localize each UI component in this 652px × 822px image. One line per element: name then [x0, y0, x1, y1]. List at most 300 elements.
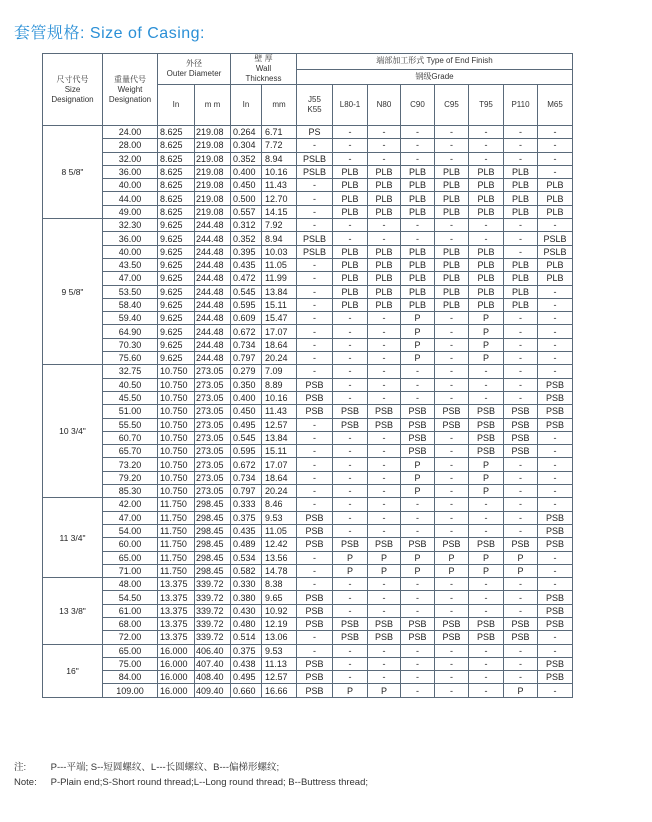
end-finish-cell: -: [504, 352, 538, 365]
od-mm-cell: 339.72: [195, 578, 231, 591]
end-finish-cell: -: [435, 471, 469, 484]
end-finish-cell: -: [368, 498, 401, 511]
end-finish-cell: PSB: [504, 431, 538, 444]
table-row: [43, 272, 573, 285]
end-finish-cell: -: [297, 205, 333, 218]
end-finish-cell: PSB: [504, 538, 538, 551]
end-finish-cell: -: [435, 524, 469, 537]
end-finish-cell: -: [297, 312, 333, 325]
end-finish-cell: -: [368, 591, 401, 604]
weight-cell: 48.00: [103, 578, 158, 591]
end-finish-cell: PSB: [401, 405, 435, 418]
end-finish-cell: PSB: [469, 445, 504, 458]
end-finish-cell: -: [401, 524, 435, 537]
weight-cell: 68.00: [103, 617, 158, 630]
end-finish-cell: PSB: [297, 391, 333, 404]
end-finish-cell: -: [538, 431, 573, 444]
wall-mm-cell: 14.78: [262, 564, 297, 577]
end-finish-cell: PLB: [504, 258, 538, 271]
end-finish-cell: -: [504, 152, 538, 165]
end-finish-cell: -: [538, 564, 573, 577]
grade-label: J55: [308, 95, 321, 104]
end-finish-cell: PLB: [538, 192, 573, 205]
wall-in-cell: 0.672: [231, 325, 262, 338]
weight-cell: 65.00: [103, 551, 158, 564]
end-finish-cell: -: [469, 657, 504, 670]
end-finish-cell: P: [469, 312, 504, 325]
wall-in-cell: 0.312: [231, 219, 262, 232]
end-finish-cell: PSB: [368, 617, 401, 630]
end-finish-cell: PSB: [469, 405, 504, 418]
end-finish-cell: PSB: [504, 418, 538, 431]
end-finish-cell: -: [538, 126, 573, 139]
od-in-cell: 16.000: [158, 657, 195, 670]
weight-cell: 42.00: [103, 498, 158, 511]
end-finish-cell: -: [297, 272, 333, 285]
wall-mm-cell: 15.47: [262, 312, 297, 325]
od-mm-cell: 219.08: [195, 179, 231, 192]
end-finish-cell: PLB: [435, 298, 469, 311]
end-finish-cell: -: [297, 485, 333, 498]
end-finish-cell: -: [469, 498, 504, 511]
wall-in-cell: 0.375: [231, 644, 262, 657]
end-finish-cell: -: [297, 258, 333, 271]
table-row: [43, 232, 573, 245]
wall-in-cell: 0.672: [231, 458, 262, 471]
weight-cell: 51.00: [103, 405, 158, 418]
od-in-cell: 10.750: [158, 418, 195, 431]
grade-header: 钢级Grade: [297, 69, 573, 85]
od-unit-in: In: [158, 85, 195, 126]
end-finish-cell: PLB: [435, 245, 469, 258]
table-row: [43, 139, 573, 152]
end-finish-cell: -: [538, 285, 573, 298]
table-row: [43, 671, 573, 684]
end-finish-cell: -: [504, 591, 538, 604]
end-finish-cell: -: [435, 445, 469, 458]
weight-cell: 85.30: [103, 485, 158, 498]
end-finish-cell: -: [297, 298, 333, 311]
end-finish-cell: -: [333, 391, 368, 404]
od-in-cell: 11.750: [158, 538, 195, 551]
table-row: [43, 617, 573, 630]
end-finish-cell: PSB: [297, 511, 333, 524]
end-finish-cell: -: [401, 644, 435, 657]
wall-in-cell: 0.352: [231, 152, 262, 165]
end-finish-cell: PSB: [297, 604, 333, 617]
od-in-cell: 8.625: [158, 126, 195, 139]
end-finish-cell: PLB: [333, 245, 368, 258]
wall-in-cell: 0.545: [231, 285, 262, 298]
od-in-cell: 9.625: [158, 298, 195, 311]
end-finish-cell: PLB: [435, 272, 469, 285]
od-mm-cell: 273.05: [195, 405, 231, 418]
od-mm-cell: 244.48: [195, 258, 231, 271]
end-finish-cell: -: [469, 671, 504, 684]
grade-label: P110: [511, 100, 530, 109]
weight-header-en1: Weight: [117, 84, 143, 94]
end-finish-cell: -: [297, 551, 333, 564]
end-finish-cell: -: [368, 578, 401, 591]
grade-label: C90: [410, 100, 425, 109]
end-finish-cell: PLB: [469, 298, 504, 311]
grade-label: K55: [307, 105, 322, 114]
end-finish-cell: -: [435, 152, 469, 165]
end-finish-cell: -: [368, 644, 401, 657]
od-mm-cell: 407.40: [195, 657, 231, 670]
end-finish-cell: P: [469, 325, 504, 338]
table-row: [43, 126, 573, 139]
wall-in-cell: 0.352: [231, 232, 262, 245]
end-finish-cell: PSB: [435, 418, 469, 431]
end-finish-cell: -: [297, 418, 333, 431]
wall-in-cell: 0.557: [231, 205, 262, 218]
size-designation-header: [43, 54, 103, 126]
weight-cell: 109.00: [103, 684, 158, 697]
weight-cell: 71.00: [103, 564, 158, 577]
table-row: [43, 405, 573, 418]
end-finish-cell: P: [401, 338, 435, 351]
end-finish-cell: -: [504, 604, 538, 617]
end-finish-cell: -: [368, 139, 401, 152]
size-designation-cell: 16": [43, 644, 103, 697]
end-finish-cell: -: [504, 391, 538, 404]
od-in-cell: 9.625: [158, 272, 195, 285]
end-finish-cell: P: [435, 551, 469, 564]
end-finish-cell: PLB: [401, 165, 435, 178]
end-finish-cell: -: [368, 365, 401, 378]
weight-cell: 40.00: [103, 245, 158, 258]
end-finish-cell: -: [297, 179, 333, 192]
od-mm-cell: 219.08: [195, 192, 231, 205]
wall-in-cell: 0.514: [231, 631, 262, 644]
end-finish-cell: PLB: [368, 205, 401, 218]
wall-mm-cell: 20.24: [262, 352, 297, 365]
od-mm-cell: 244.48: [195, 219, 231, 232]
end-finish-cell: -: [297, 644, 333, 657]
end-finish-cell: PSB: [297, 538, 333, 551]
end-finish-cell: P: [504, 564, 538, 577]
wall-in-cell: 0.489: [231, 538, 262, 551]
end-finish-cell: PSB: [435, 405, 469, 418]
od-header-cn: 外径: [186, 59, 202, 68]
wall-mm-cell: 12.70: [262, 192, 297, 205]
table-row: [43, 285, 573, 298]
od-in-cell: 11.750: [158, 564, 195, 577]
weight-cell: 36.00: [103, 165, 158, 178]
od-in-cell: 13.375: [158, 578, 195, 591]
wall-mm-cell: 7.72: [262, 139, 297, 152]
end-finish-cell: P: [401, 458, 435, 471]
weight-cell: 43.50: [103, 258, 158, 271]
end-finish-cell: -: [368, 458, 401, 471]
end-finish-cell: -: [368, 524, 401, 537]
od-mm-cell: 244.48: [195, 312, 231, 325]
end-finish-cell: -: [469, 139, 504, 152]
end-finish-cell: PLB: [435, 192, 469, 205]
wall-in-cell: 0.495: [231, 418, 262, 431]
end-finish-cell: -: [297, 445, 333, 458]
end-finish-cell: -: [504, 471, 538, 484]
od-mm-cell: 339.72: [195, 617, 231, 630]
end-finish-cell: -: [368, 604, 401, 617]
od-mm-cell: 298.45: [195, 524, 231, 537]
end-finish-cell: PLB: [401, 179, 435, 192]
end-finish-cell: PSB: [333, 418, 368, 431]
wall-header-en2: Thickness: [245, 74, 282, 83]
end-finish-cell: PSB: [469, 617, 504, 630]
end-finish-cell: -: [368, 378, 401, 391]
wall-mm-cell: 20.24: [262, 485, 297, 498]
end-finish-cell: -: [297, 564, 333, 577]
end-finish-cell: PS: [297, 126, 333, 139]
end-finish-cell: -: [435, 485, 469, 498]
table-row: [43, 458, 573, 471]
end-finish-cell: -: [538, 551, 573, 564]
end-finish-cell: -: [469, 378, 504, 391]
wall-in-cell: 0.595: [231, 445, 262, 458]
end-finish-cell: PLB: [435, 205, 469, 218]
wall-in-cell: 0.264: [231, 126, 262, 139]
weight-cell: 65.70: [103, 445, 158, 458]
end-finish-cell: -: [538, 152, 573, 165]
end-finish-cell: -: [435, 498, 469, 511]
end-finish-cell: P: [504, 684, 538, 697]
table-row: [43, 152, 573, 165]
od-mm-cell: 219.08: [195, 152, 231, 165]
end-finish-cell: -: [504, 578, 538, 591]
end-finish-cell: -: [368, 152, 401, 165]
size-designation-cell: 13 3/8": [43, 578, 103, 644]
end-finish-cell: PSB: [538, 538, 573, 551]
end-finish-cell: -: [435, 644, 469, 657]
wall-in-cell: 0.797: [231, 485, 262, 498]
end-finish-cell: PLB: [469, 179, 504, 192]
end-finish-cell: -: [538, 471, 573, 484]
end-finish-cell: -: [401, 139, 435, 152]
end-finish-cell: -: [435, 312, 469, 325]
weight-cell: 61.00: [103, 604, 158, 617]
wall-in-cell: 0.534: [231, 551, 262, 564]
end-finish-cell: PLB: [368, 165, 401, 178]
end-finish-cell: -: [538, 338, 573, 351]
end-finish-cell: -: [469, 644, 504, 657]
end-finish-cell: -: [504, 511, 538, 524]
wall-in-cell: 0.304: [231, 139, 262, 152]
end-finish-cell: PSLB: [297, 152, 333, 165]
weight-cell: 40.00: [103, 179, 158, 192]
end-finish-cell: PSB: [368, 538, 401, 551]
end-finish-cell: PLB: [469, 245, 504, 258]
note-en-label: Note:: [14, 777, 37, 788]
end-finish-cell: PLB: [538, 205, 573, 218]
od-in-cell: 9.625: [158, 245, 195, 258]
end-finish-cell: -: [435, 671, 469, 684]
end-finish-cell: -: [504, 325, 538, 338]
end-finish-cell: PSB: [297, 684, 333, 697]
end-finish-cell: -: [297, 631, 333, 644]
end-finish-cell: PLB: [333, 258, 368, 271]
od-in-cell: 9.625: [158, 338, 195, 351]
end-finish-cell: -: [538, 644, 573, 657]
end-finish-cell: -: [435, 219, 469, 232]
table-row: [43, 165, 573, 178]
end-finish-cell: -: [368, 325, 401, 338]
end-finish-cell: -: [469, 684, 504, 697]
od-mm-cell: 298.45: [195, 564, 231, 577]
wall-in-cell: 0.495: [231, 671, 262, 684]
end-finish-cell: PSB: [469, 431, 504, 444]
wall-mm-cell: 9.53: [262, 644, 297, 657]
grade-col-header: [401, 85, 435, 126]
od-in-cell: 10.750: [158, 378, 195, 391]
end-finish-cell: -: [368, 391, 401, 404]
end-finish-cell: -: [504, 657, 538, 670]
end-finish-cell: -: [297, 431, 333, 444]
end-finish-cell: PLB: [333, 285, 368, 298]
wall-in-cell: 0.350: [231, 378, 262, 391]
end-finish-cell: PLB: [538, 179, 573, 192]
end-finish-cell: PLB: [368, 272, 401, 285]
wall-mm-cell: 17.07: [262, 325, 297, 338]
wall-in-cell: 0.595: [231, 298, 262, 311]
weight-cell: 36.00: [103, 232, 158, 245]
end-finish-cell: -: [435, 139, 469, 152]
od-mm-cell: 244.48: [195, 232, 231, 245]
end-finish-cell: -: [401, 219, 435, 232]
end-finish-cell: -: [504, 312, 538, 325]
od-mm-cell: 244.48: [195, 285, 231, 298]
end-finish-cell: PSB: [538, 591, 573, 604]
wall-mm-cell: 8.89: [262, 378, 297, 391]
table-row: [43, 325, 573, 338]
end-finish-cell: -: [401, 671, 435, 684]
end-finish-cell: -: [333, 657, 368, 670]
end-finish-cell: -: [333, 152, 368, 165]
casing-size-table: [42, 53, 573, 698]
end-finish-cell: P: [333, 684, 368, 697]
end-finish-cell: -: [538, 485, 573, 498]
end-finish-cell: PLB: [504, 205, 538, 218]
wall-in-cell: 0.400: [231, 165, 262, 178]
od-in-cell: 13.375: [158, 604, 195, 617]
end-finish-cell: -: [504, 671, 538, 684]
wall-mm-cell: 7.92: [262, 219, 297, 232]
table-row: [43, 352, 573, 365]
end-finish-cell: PLB: [504, 298, 538, 311]
end-finish-cell: PSB: [368, 405, 401, 418]
end-finish-cell: -: [297, 338, 333, 351]
end-finish-cell: PSLB: [538, 245, 573, 258]
od-in-cell: 16.000: [158, 644, 195, 657]
grade-label: L80-1: [339, 100, 361, 109]
wall-in-cell: 0.330: [231, 578, 262, 591]
od-mm-cell: 244.48: [195, 272, 231, 285]
end-finish-cell: PLB: [401, 192, 435, 205]
table-row: [43, 338, 573, 351]
end-finish-cell: PSB: [504, 617, 538, 630]
end-finish-cell: -: [297, 219, 333, 232]
od-header-en: Outer Diameter: [166, 69, 222, 78]
size-designation-cell: 8 5/8": [43, 126, 103, 219]
end-finish-cell: PLB: [504, 165, 538, 178]
table-row: [43, 391, 573, 404]
end-finish-cell: PSB: [504, 445, 538, 458]
end-finish-cell: -: [469, 591, 504, 604]
end-finish-cell: P: [401, 312, 435, 325]
end-finish-cell: -: [504, 219, 538, 232]
weight-cell: 40.50: [103, 378, 158, 391]
end-finish-cell: PLB: [401, 205, 435, 218]
end-finish-cell: -: [297, 458, 333, 471]
end-finish-cell: PSB: [469, 418, 504, 431]
end-finish-cell: -: [401, 365, 435, 378]
end-finish-cell: -: [333, 644, 368, 657]
end-finish-cell: PLB: [368, 245, 401, 258]
od-mm-cell: 298.45: [195, 498, 231, 511]
wall-mm-cell: 8.38: [262, 578, 297, 591]
notes: [14, 760, 368, 790]
end-finish-cell: PSB: [401, 445, 435, 458]
grade-col-header: [297, 85, 333, 126]
end-finish-cell: PLB: [401, 298, 435, 311]
end-finish-cell: -: [469, 578, 504, 591]
end-finish-cell: -: [504, 378, 538, 391]
wall-mm-cell: 7.09: [262, 365, 297, 378]
end-finish-cell: -: [368, 485, 401, 498]
end-finish-cell: -: [469, 511, 504, 524]
wall-mm-cell: 11.43: [262, 405, 297, 418]
end-finish-cell: PLB: [469, 205, 504, 218]
end-finish-cell: -: [401, 126, 435, 139]
end-finish-cell: PSB: [504, 405, 538, 418]
wall-mm-cell: 11.43: [262, 179, 297, 192]
end-finish-cell: PLB: [504, 272, 538, 285]
od-mm-cell: 339.72: [195, 631, 231, 644]
end-finish-cell: PLB: [368, 298, 401, 311]
od-in-cell: 10.750: [158, 471, 195, 484]
end-finish-cell: -: [368, 471, 401, 484]
wall-in-cell: 0.380: [231, 591, 262, 604]
end-finish-cell: -: [504, 338, 538, 351]
end-finish-cell: -: [333, 445, 368, 458]
table-row: [43, 578, 573, 591]
wall-mm-cell: 8.94: [262, 232, 297, 245]
end-finish-cell: P: [333, 564, 368, 577]
end-finish-cell: P: [469, 352, 504, 365]
end-finish-cell: -: [435, 604, 469, 617]
end-finish-cell: -: [435, 232, 469, 245]
size-header-cn: 尺寸代号: [56, 74, 89, 84]
end-finish-cell: -: [401, 591, 435, 604]
wall-header-en1: Wall: [255, 64, 272, 73]
wall-mm-cell: 14.15: [262, 205, 297, 218]
end-finish-cell: -: [401, 684, 435, 697]
od-unit-mm: m m: [195, 85, 231, 126]
end-finish-cell: -: [297, 139, 333, 152]
end-finish-cell: -: [297, 352, 333, 365]
od-in-cell: 10.750: [158, 405, 195, 418]
end-finish-cell: PLB: [368, 179, 401, 192]
od-in-cell: 8.625: [158, 139, 195, 152]
end-finish-cell: PLB: [469, 165, 504, 178]
table-row: [43, 684, 573, 697]
end-finish-cell: PSB: [297, 657, 333, 670]
wall-mm-cell: 9.65: [262, 591, 297, 604]
weight-cell: 28.00: [103, 139, 158, 152]
table-row: [43, 564, 573, 577]
end-finish-cell: -: [469, 524, 504, 537]
